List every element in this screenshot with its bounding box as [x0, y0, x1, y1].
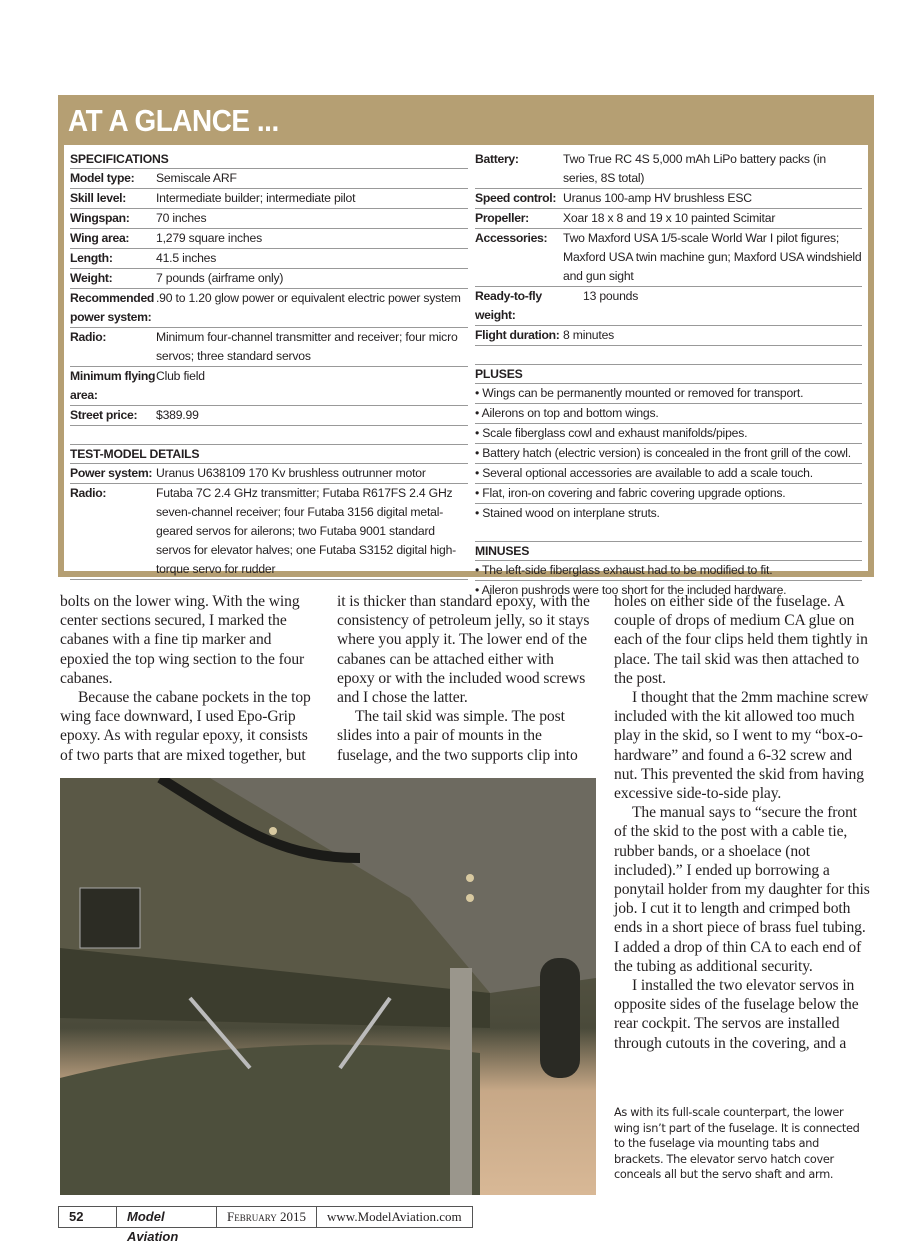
spec-row [70, 189, 468, 209]
spec-row [475, 150, 862, 189]
specs-left-column [70, 150, 468, 580]
article-column-3 [614, 592, 872, 1053]
at-a-glance-box [58, 95, 874, 597]
bullet-item: • The left-side fiberglass exhaust had to be modified to fit. [475, 561, 862, 581]
spec-label: Ready-to-fly weight: [475, 289, 542, 322]
paragraph: Because the cabane pockets in the top wing face downward, I used Epo-Grip epoxy. As with regular epoxy, it consists of two parts that are mixed together, but [60, 689, 311, 764]
test-model-list [70, 464, 468, 580]
spec-label: Battery: [475, 152, 519, 166]
photo-illustration [60, 778, 596, 1195]
spec-value: 41.5 inches [156, 251, 217, 265]
paragraph: I thought that the 2mm machine screw included with the kit allowed too much play in the skid, so I went to my “box-o-hardware” and found a 6-32 screw and nut. This prevented the skid from having excessive side-to-side play. [614, 689, 869, 803]
spec-label: Flight duration: [475, 328, 560, 342]
spec-label: Speed control: [475, 191, 557, 205]
spec-row [70, 209, 468, 229]
spec-row [70, 229, 468, 249]
paragraph: I installed the two elevator servos in opposite sides of the fuselage below the rear cockpit. The servos are installed through cutouts in the covering, and a [614, 977, 859, 1052]
spec-value: Club field [156, 369, 205, 383]
spec-label: Radio: [70, 330, 107, 344]
bullet-item: • Ailerons on top and bottom wings. [475, 404, 862, 424]
spec-row [70, 249, 468, 269]
spacer [70, 426, 468, 445]
spec-label: Model type: [70, 171, 135, 185]
spec-value: Futaba 7C 2.4 GHz transmitter; Futaba R617FS 2.4 GHz seven-channel receiver; four Futaba 3156 digital metal-geared servos for ailerons; two Futaba 9001 standard servos for elevator halves; one Futaba S3152 digital high-torque servo for rudder [156, 486, 457, 576]
pluses-list [475, 384, 862, 523]
article-column-1 [60, 592, 318, 765]
spec-row [70, 406, 468, 426]
biplane-wing-photo [60, 778, 596, 1195]
paragraph: The tail skid was simple. The post slides into a pair of mounts in the fuselage, and the two supports clip into [337, 708, 578, 764]
photo-caption: As with its full-scale counterpart, the lower wing isn’t part of the fuselage. It is connected to the fuselage via mounting tabs and brackets. The elevator servo hatch cover conceals all but the servo shaft and arm. [614, 1106, 860, 1181]
spec-value: 70 inches [156, 211, 207, 225]
paragraph: holes on either side of the fuselage. A couple of drops of medium CA glue on each of the four clips held them tightly in place. The tail skid was then attached to the post. [614, 593, 868, 687]
spec-label: Length: [70, 251, 113, 265]
spec-value: 13 pounds [583, 289, 639, 303]
spec-row [475, 229, 862, 287]
website-link[interactable]: www.ModelAviation.com [327, 1209, 462, 1224]
spec-value: .90 to 1.20 glow power or equivalent electric power system [156, 291, 461, 305]
bullet-item: • Wings can be permanently mounted or removed for transport. [475, 384, 862, 404]
spec-label: Recommended power system: [70, 291, 155, 324]
spec-value: 8 minutes [563, 328, 615, 342]
specs-right-column [475, 150, 862, 600]
spec-value: Xoar 18 x 8 and 19 x 10 painted Scimitar [563, 211, 776, 225]
pluses-heading: PLUSES [475, 365, 862, 384]
spec-row [475, 189, 862, 209]
spec-value: Two Maxford USA 1/5-scale World War I pilot figures; Maxford USA twin machine gun; Maxford USA windshield and gun sight [563, 231, 862, 283]
spec-row [475, 209, 862, 229]
bullet-item: • Aileron pushrods were too short for the included hardware. [475, 583, 787, 597]
paragraph: bolts on the lower wing. With the wing center sections secured, I marked the cabanes with a fine tip marker and epoxied the top wing section to the four cabanes. [60, 593, 305, 687]
spec-row [70, 464, 468, 484]
spec-row [70, 484, 468, 580]
test-model-heading: TEST-MODEL DETAILS [70, 445, 468, 464]
spec-value: Minimum four-channel transmitter and receiver; four micro servos; three standard servos [156, 330, 458, 363]
spec-value: Uranus 100-amp HV brushless ESC [563, 191, 752, 205]
spec-value: 1,279 square inches [156, 231, 262, 245]
specs-panel [64, 145, 868, 597]
bullet-item: • Battery hatch (electric version) is concealed in the front grill of the cowl. [475, 444, 862, 464]
article-column-2 [337, 592, 595, 765]
spec-row [475, 326, 862, 346]
spec-row [70, 169, 468, 189]
spec-label: Skill level: [70, 191, 127, 205]
magazine-name: Model Aviation [117, 1207, 217, 1227]
spec-value: Semiscale ARF [156, 171, 237, 185]
spec-value: 7 pounds (airframe only) [156, 271, 284, 285]
spacer [475, 523, 862, 542]
spec-row [70, 269, 468, 289]
spec-value: Two True RC 4S 5,000 mAh LiPo battery packs (in series, 8S total) [563, 152, 826, 185]
paragraph: The manual says to “secure the front of the skid to the post with a cable tie, rubber bands, or a shoelace (not included).” I ended up borrowing a ponytail holder from my daughter for this job. I cut it to length and crimped both ends in a short piece of brass fuel tubing. I added a drop of thin CA to each end of the tubing as additional security. [614, 804, 870, 975]
spec-value: Intermediate builder; intermediate pilot [156, 191, 356, 205]
spec-value: Uranus U638109 170 Kv brushless outrunner motor [156, 466, 426, 480]
paragraph: it is thicker than standard epoxy, with the consistency of petroleum jelly, so it stays where you apply it. The lower end of the cabanes can be attached either with epoxy or with the included wood screws and I chose the latter. [337, 593, 590, 707]
bullet-item: • Stained wood on interplane struts. [475, 506, 660, 520]
specifications-heading: SPECIFICATIONS [70, 150, 468, 169]
specifications-list [70, 169, 468, 426]
bullet-item: • Scale fiberglass cowl and exhaust manifolds/pipes. [475, 424, 862, 444]
spec-label: Propeller: [475, 211, 529, 225]
page-number: 52 [59, 1207, 117, 1227]
spec-value: $389.99 [156, 408, 199, 422]
spec-row [70, 328, 468, 367]
spec-label: Wingspan: [70, 211, 130, 225]
glance-title: AT A GLANCE ... [68, 103, 279, 138]
spec-label: Street price: [70, 408, 138, 422]
spec-label: Accessories: [475, 231, 548, 245]
issue-date: February 2015 [217, 1207, 317, 1227]
spec-label: Wing area: [70, 231, 130, 245]
spec-label: Radio: [70, 486, 107, 500]
spec-row [70, 367, 468, 406]
spec-row [475, 287, 862, 326]
bullet-item: • Flat, iron-on covering and fabric covering upgrade options. [475, 484, 862, 504]
spec-label: Minimum flying area: [70, 369, 156, 402]
spacer [475, 346, 862, 365]
equipment-list [475, 150, 862, 287]
page-footer [58, 1206, 473, 1244]
spec-label: Weight: [70, 271, 113, 285]
bullet-item: • Several optional accessories are available to add a scale touch. [475, 464, 862, 484]
spec-row [70, 289, 468, 328]
spec-label: Power system: [70, 466, 153, 480]
minuses-heading: MINUSES [475, 542, 862, 561]
